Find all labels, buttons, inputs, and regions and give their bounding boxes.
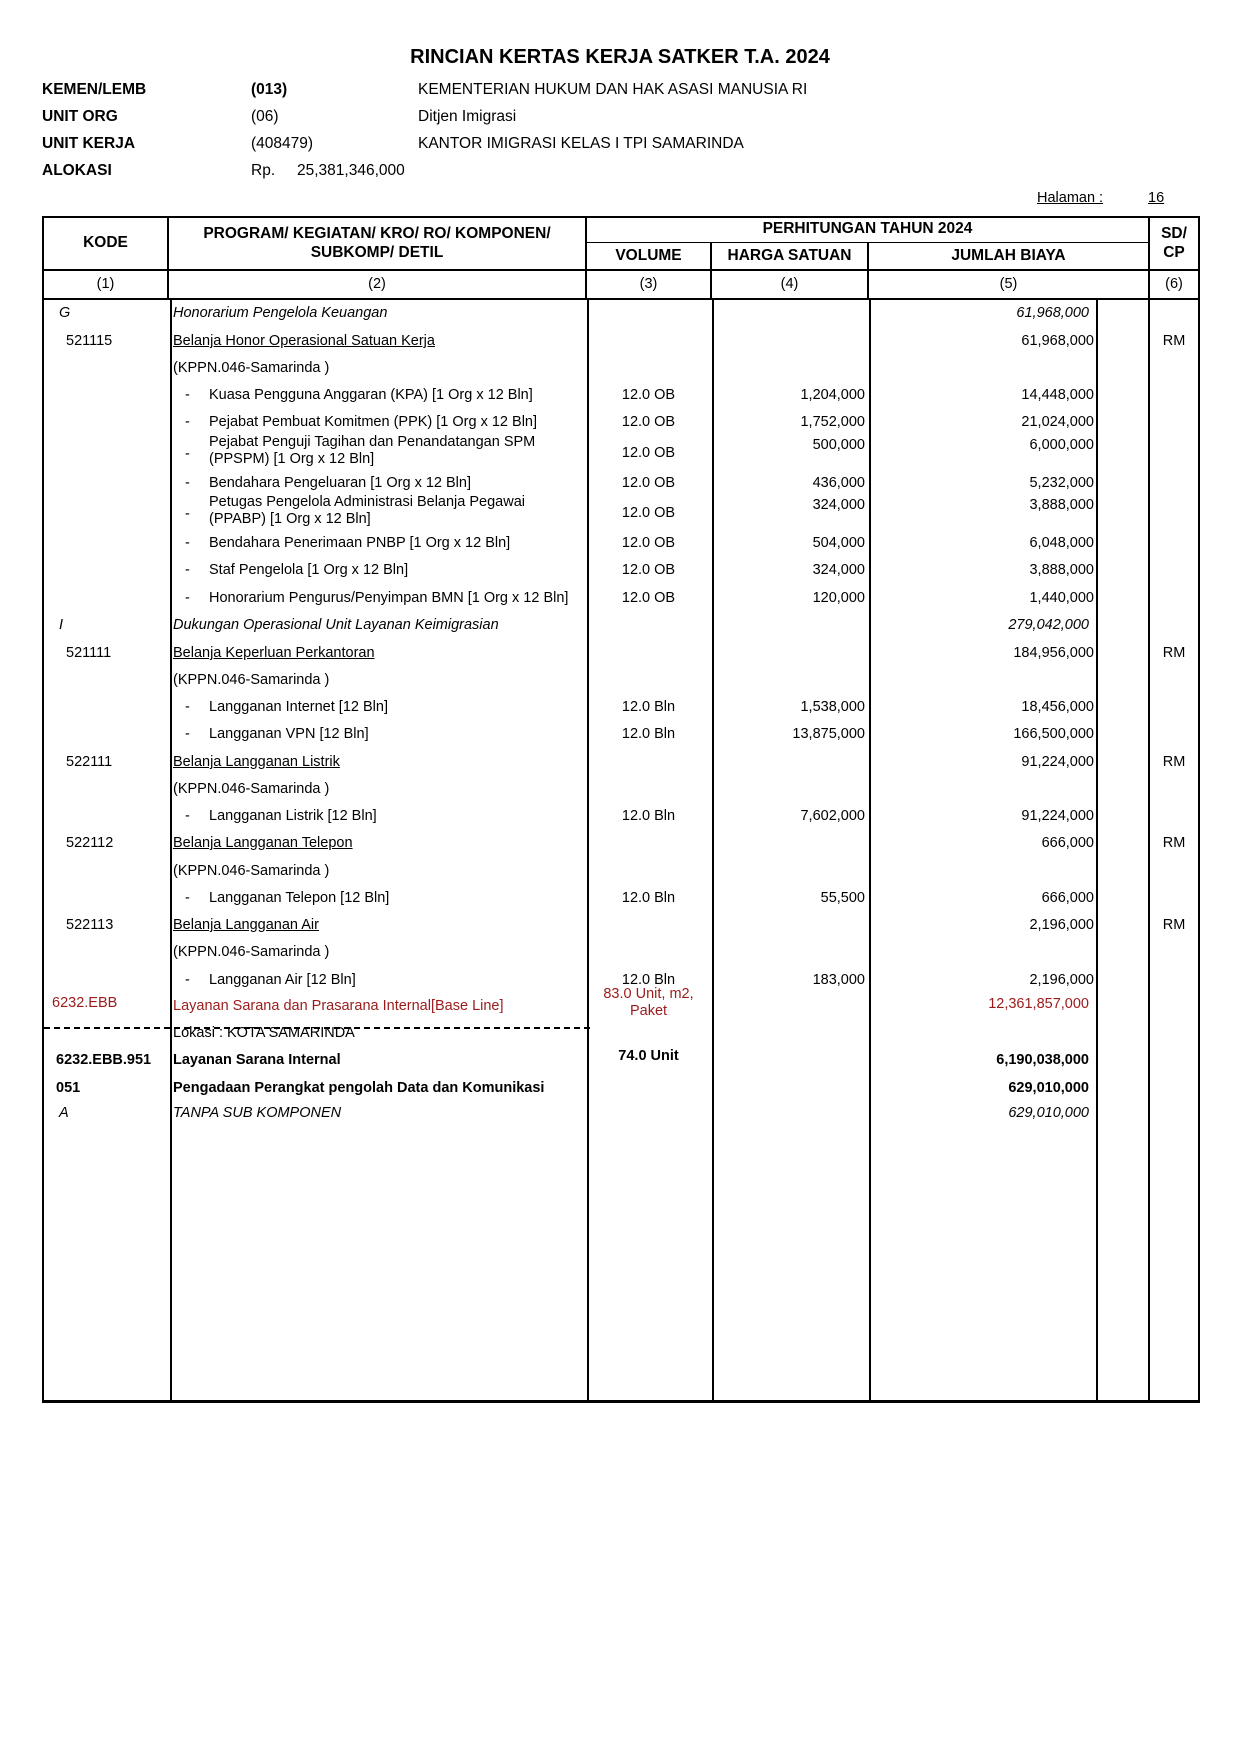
row-volume: 12.0 Bln: [621, 699, 676, 715]
row-uraian: Belanja Langganan Listrik: [173, 754, 340, 770]
page-number: 16: [1148, 190, 1165, 206]
row-volume: 83.0 Unit, m2,: [603, 986, 694, 1002]
row-jumlah-biaya: 6,048,000: [1029, 535, 1094, 551]
row-uraian: Bendahara Pengeluaran [1 Org x 12 Bln]: [209, 475, 471, 491]
row-volume: 12.0 OB: [621, 590, 676, 606]
row-lokasi: Lokasi : KOTA SAMARINDA: [173, 1025, 355, 1041]
row-jumlah-biaya: 184,956,000: [1013, 645, 1094, 661]
row-sdcp: RM: [1162, 333, 1186, 349]
row-uraian: Langganan VPN [12 Bln]: [209, 726, 369, 742]
header-jumlah-biaya: JUMLAH BIAYA: [951, 247, 1066, 264]
row-uraian-continued: (PPSPM) [1 Org x 12 Bln]: [209, 451, 375, 467]
row-volume: 12.0 OB: [621, 387, 676, 403]
bullet-dash: -: [185, 506, 190, 522]
header-currency-alokasi: Rp.: [251, 162, 276, 179]
row-uraian: Bendahara Penerimaan PNBP [1 Org x 12 Bln]: [209, 535, 511, 551]
row-uraian: Layanan Sarana dan Prasarana Internal[Base Line]: [173, 998, 504, 1014]
header-sdcp: SD/ CP: [1161, 225, 1187, 261]
row-uraian: Pengadaan Perangkat pengolah Data dan Komunikasi: [173, 1080, 545, 1096]
row-volume-continued: Paket: [629, 1003, 668, 1019]
header-value-unit-org: Ditjen Imigrasi: [418, 108, 517, 125]
row-jumlah-biaya: 5,232,000: [1029, 475, 1094, 491]
row-kode: 521115: [66, 333, 113, 349]
page-label: Halaman :: [1037, 190, 1104, 206]
row-jumlah-biaya: 666,000: [1041, 890, 1094, 906]
row-jumlah-biaya: 2,196,000: [1029, 972, 1094, 988]
header-value-alokasi: 25,381,346,000: [297, 162, 405, 179]
row-uraian: Pejabat Pembuat Komitmen (PPK) [1 Org x 12 Bln]: [209, 414, 538, 430]
row-uraian: Belanja Keperluan Perkantoran: [173, 645, 375, 661]
row-kode: 521111: [66, 645, 112, 661]
row-uraian: Langganan Internet [12 Bln]: [209, 699, 388, 715]
row-harga-satuan: 324,000: [812, 562, 865, 578]
header-value-unit-kerja: KANTOR IMIGRASI KELAS I TPI SAMARINDA: [418, 135, 744, 152]
row-volume: 12.0 Bln: [621, 726, 676, 742]
bullet-dash: -: [185, 890, 190, 906]
row-uraian: Honorarium Pengelola Keuangan: [173, 305, 388, 321]
header-label-alokasi: ALOKASI: [42, 162, 112, 179]
row-volume: 12.0 OB: [621, 535, 676, 551]
row-harga-satuan: 504,000: [812, 535, 865, 551]
row-kode: 6232.EBB.951: [56, 1052, 152, 1068]
header-harga-satuan: HARGA SATUAN: [727, 247, 852, 264]
row-jumlah-biaya: 6,190,038,000: [996, 1052, 1089, 1068]
header-code-unit-kerja: (408479): [251, 135, 314, 152]
row-sdcp: RM: [1162, 835, 1186, 851]
row-uraian: Pejabat Penguji Tagihan dan Penandatangan SPM: [209, 434, 536, 450]
row-kode: G: [59, 305, 71, 321]
header-label-kemen: KEMEN/LEMB: [42, 81, 147, 98]
bullet-dash: -: [185, 446, 190, 462]
col-number-2: (2): [368, 276, 386, 292]
row-jumlah-biaya: 629,010,000: [1008, 1080, 1089, 1096]
row-harga-satuan: 1,752,000: [800, 414, 865, 430]
col-number-5: (5): [999, 276, 1018, 292]
col-number-6: (6): [1165, 276, 1183, 292]
row-uraian: Honorarium Pengurus/Penyimpan BMN [1 Org x 12 Bln]: [209, 590, 569, 606]
row-volume: 12.0 OB: [621, 475, 676, 491]
row-harga-satuan: 1,538,000: [800, 699, 865, 715]
row-jumlah-biaya: 166,500,000: [1013, 726, 1094, 742]
row-jumlah-biaya: 3,888,000: [1029, 497, 1094, 513]
row-sdcp: RM: [1162, 754, 1186, 770]
header-perhitungan: PERHITUNGAN TAHUN 2024: [762, 220, 973, 237]
row-uraian: Langganan Listrik [12 Bln]: [209, 808, 377, 824]
row-jumlah-biaya: 91,224,000: [1021, 808, 1094, 824]
document-title: RINCIAN KERTAS KERJA SATKER T.A. 2024: [410, 46, 830, 68]
row-uraian: Belanja Langganan Air: [173, 917, 319, 933]
row-volume: 12.0 OB: [621, 562, 676, 578]
row-jumlah-biaya: 1,440,000: [1029, 590, 1094, 606]
row-kode: 522113: [66, 917, 114, 933]
header-code-kemen: (013): [251, 81, 288, 98]
row-jumlah-biaya: 61,968,000: [1021, 333, 1094, 349]
bullet-dash: -: [185, 972, 190, 988]
row-sdcp: RM: [1162, 645, 1186, 661]
row-kppn: (KPPN.046-Samarinda ): [173, 672, 330, 688]
row-jumlah-biaya: 666,000: [1041, 835, 1094, 851]
bullet-dash: -: [185, 414, 190, 430]
row-harga-satuan: 324,000: [812, 497, 865, 513]
row-uraian: Belanja Langganan Telepon: [173, 835, 353, 851]
row-uraian-continued: (PPABP) [1 Org x 12 Bln]: [209, 511, 371, 527]
row-volume: 12.0 Bln: [621, 890, 676, 906]
row-volume: 74.0 Unit: [618, 1048, 679, 1064]
row-uraian: Belanja Honor Operasional Satuan Kerja: [173, 333, 435, 349]
bullet-dash: -: [185, 590, 190, 606]
row-harga-satuan: 7,602,000: [800, 808, 865, 824]
row-volume: 12.0 OB: [621, 505, 676, 521]
row-volume: 12.0 Bln: [621, 972, 676, 988]
row-uraian: Layanan Sarana Internal: [173, 1052, 341, 1068]
bullet-dash: -: [185, 387, 190, 403]
row-uraian: Staf Pengelola [1 Org x 12 Bln]: [209, 562, 409, 578]
row-kode: 522112: [66, 835, 114, 851]
row-jumlah-biaya: 61,968,000: [1016, 305, 1089, 321]
header-kode: KODE: [83, 234, 128, 251]
bullet-dash: -: [185, 475, 190, 491]
row-harga-satuan: 500,000: [812, 437, 865, 453]
row-kode: I: [59, 617, 64, 633]
bullet-dash: -: [185, 535, 190, 551]
header-label-unit-kerja: UNIT KERJA: [42, 135, 136, 152]
bullet-dash: -: [185, 562, 190, 578]
row-jumlah-biaya: 14,448,000: [1021, 387, 1094, 403]
row-jumlah-biaya: 12,361,857,000: [988, 996, 1089, 1012]
row-kppn: (KPPN.046-Samarinda ): [173, 781, 330, 797]
bullet-dash: -: [185, 808, 190, 824]
header-volume: VOLUME: [615, 247, 682, 264]
header-label-unit-org: UNIT ORG: [42, 108, 118, 125]
row-volume: 12.0 Bln: [621, 808, 676, 824]
row-jumlah-biaya: 18,456,000: [1021, 699, 1094, 715]
row-uraian: TANPA SUB KOMPONEN: [173, 1105, 342, 1121]
row-volume: 12.0 OB: [621, 445, 676, 461]
row-uraian: Dukungan Operasional Unit Layanan Keimigrasian: [173, 617, 499, 633]
row-harga-satuan: 55,500: [820, 890, 865, 906]
row-harga-satuan: 120,000: [812, 590, 865, 606]
col-number-1: (1): [96, 276, 115, 292]
col-number-3: (3): [639, 276, 658, 292]
row-jumlah-biaya: 21,024,000: [1021, 414, 1094, 430]
row-uraian: Langganan Telepon [12 Bln]: [209, 890, 390, 906]
bullet-dash: -: [185, 726, 190, 742]
header-program: PROGRAM/ KEGIATAN/ KRO/ RO/ KOMPONEN/ SUBKOMP/ DETIL: [203, 225, 551, 261]
row-kode: 522111: [66, 754, 113, 770]
row-jumlah-biaya: 3,888,000: [1029, 562, 1094, 578]
row-harga-satuan: 436,000: [812, 475, 865, 491]
header-value-kemen: KEMENTERIAN HUKUM DAN HAK ASASI MANUSIA RI: [418, 81, 808, 98]
row-harga-satuan: 183,000: [812, 972, 865, 988]
row-harga-satuan: 1,204,000: [800, 387, 865, 403]
row-kppn: (KPPN.046-Samarinda ): [173, 944, 330, 960]
row-sdcp: RM: [1162, 917, 1186, 933]
row-uraian: Kuasa Pengguna Anggaran (KPA) [1 Org x 12 Bln]: [209, 387, 533, 403]
row-kode: 6232.EBB: [52, 995, 118, 1011]
col-number-4: (4): [780, 276, 799, 292]
row-kppn: (KPPN.046-Samarinda ): [173, 863, 330, 879]
row-kode: 051: [56, 1080, 81, 1096]
row-uraian: Langganan Air [12 Bln]: [209, 972, 356, 988]
bullet-dash: -: [185, 699, 190, 715]
row-uraian: Petugas Pengelola Administrasi Belanja Pegawai: [209, 494, 525, 510]
row-jumlah-biaya: 2,196,000: [1029, 917, 1094, 933]
row-jumlah-biaya: 91,224,000: [1021, 754, 1094, 770]
row-volume: 12.0 OB: [621, 414, 676, 430]
row-harga-satuan: 13,875,000: [792, 726, 865, 742]
row-kode: A: [59, 1105, 69, 1121]
row-kppn: (KPPN.046-Samarinda ): [173, 360, 330, 376]
header-code-unit-org: (06): [251, 108, 279, 125]
row-jumlah-biaya: 629,010,000: [1008, 1105, 1089, 1121]
row-jumlah-biaya: 6,000,000: [1029, 437, 1094, 453]
row-jumlah-biaya: 279,042,000: [1008, 617, 1089, 633]
